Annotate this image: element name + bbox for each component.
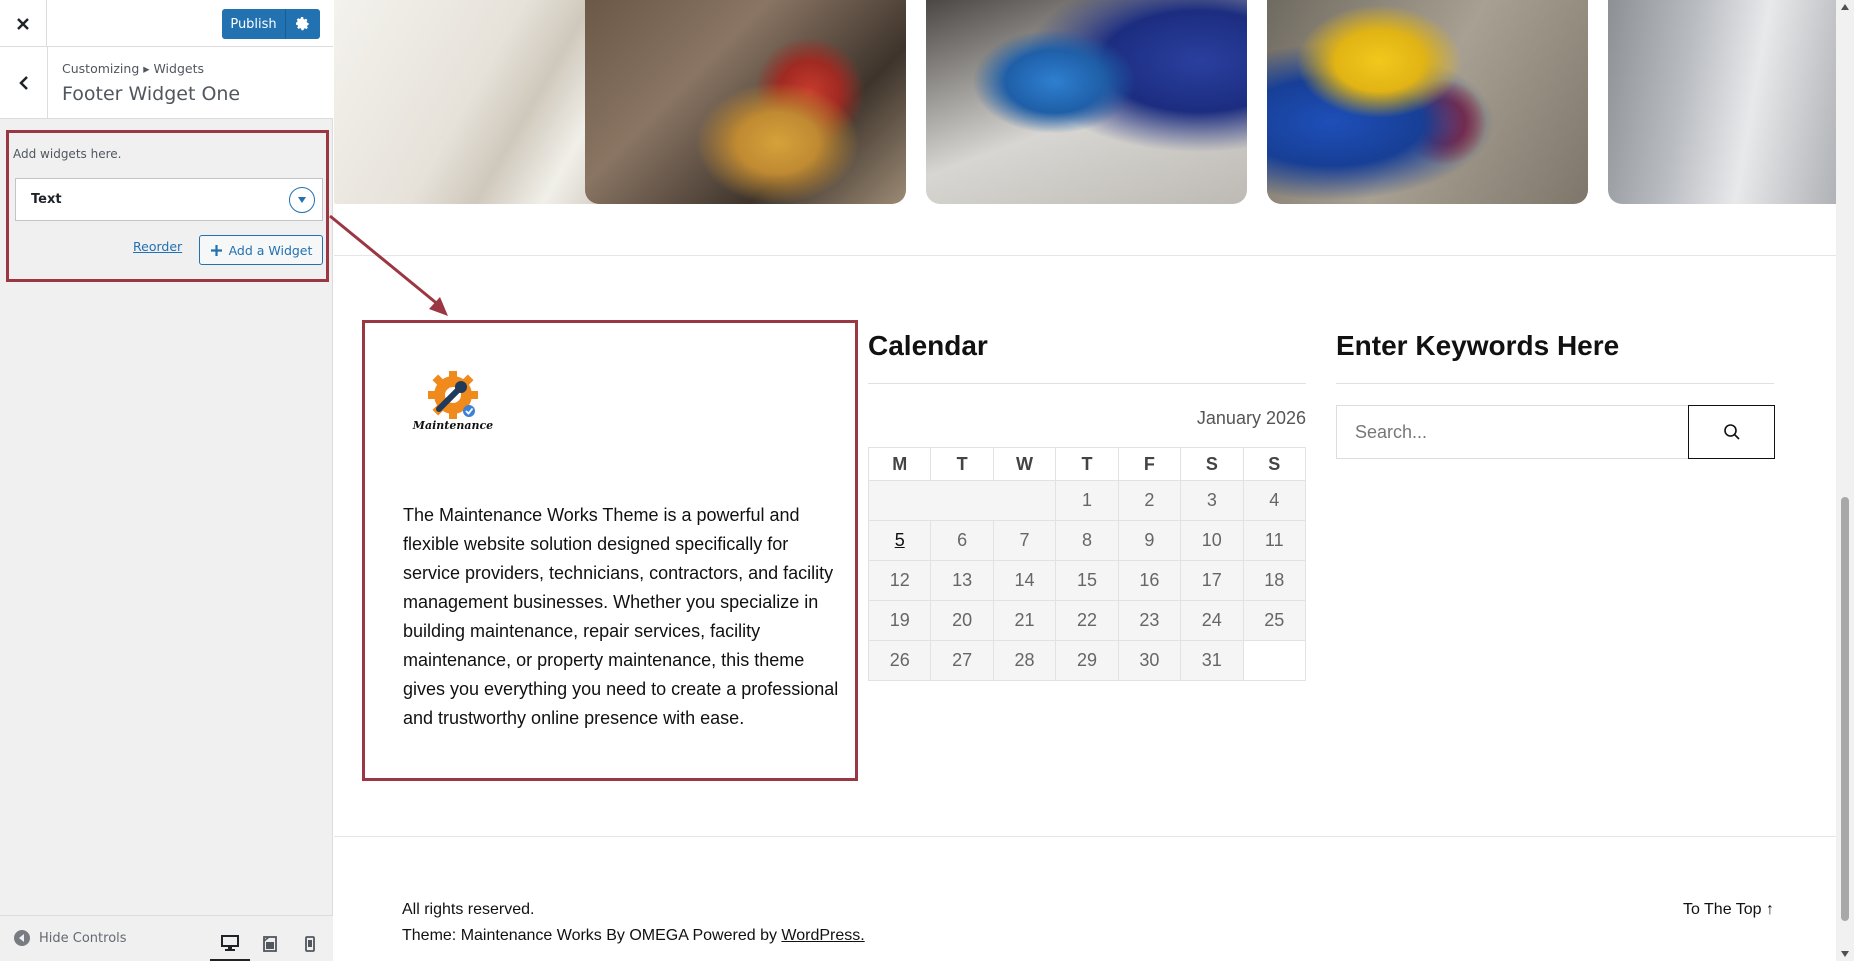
service-photo-hvac [1267, 0, 1588, 204]
hide-controls-label: Hide Controls [39, 930, 127, 946]
calendar-day: 10 [1181, 521, 1243, 561]
customizer-footer [0, 915, 333, 961]
add-widgets-hint: Add widgets here. [13, 147, 122, 161]
add-widget-label: Add a Widget [228, 242, 313, 258]
to-top-link[interactable]: To The Top ↑ [1682, 901, 1774, 918]
chevron-left-icon [18, 75, 30, 91]
calendar-day: 13 [931, 561, 993, 601]
triangle-down-icon [297, 196, 307, 204]
calendar-weekday-row [869, 448, 1306, 481]
plus-icon [210, 244, 223, 257]
about-paragraph: The Maintenance Works Theme is a powerful and flexible website solution designed specifically for service providers, technicians, contractors, and facility management businesses. Whether you specialize in building maintenance, repair services, facility maintenance, or property maintenance, this theme gives you everything you need to create a professional and trustworthy online presence with ease. [403, 505, 839, 728]
calendar-week-row [869, 561, 1306, 601]
publish-settings-button[interactable] [286, 9, 320, 39]
hide-controls-button[interactable] [14, 930, 127, 946]
calendar-day: 18 [1243, 561, 1305, 601]
calendar-day: 3 [1181, 481, 1243, 521]
mobile-icon [305, 936, 315, 952]
calendar-day: 25 [1243, 601, 1305, 641]
logo-wordmark: Maintenance [412, 419, 494, 432]
scroll-down-icon [1841, 951, 1849, 957]
calendar-title: Calendar [868, 330, 988, 361]
theme-credits [402, 927, 865, 945]
wordpress-link[interactable]: WordPress. [781, 927, 865, 944]
calendar-week-row [869, 481, 1306, 521]
device-tablet-button[interactable] [250, 926, 290, 961]
service-photo-technician [1608, 0, 1836, 204]
calendar-day: 30 [1118, 641, 1180, 681]
calendar-day-today[interactable]: 5 [869, 521, 931, 561]
calendar-day: 12 [869, 561, 931, 601]
calendar-week-row [869, 601, 1306, 641]
scrollbar-thumb[interactable] [1841, 497, 1849, 921]
scroll-up-arrow[interactable] [1836, 0, 1854, 14]
calendar-weekday: F [1118, 448, 1180, 481]
calendar-day: 6 [931, 521, 993, 561]
calendar-day: 26 [869, 641, 931, 681]
customizer-header [0, 0, 333, 47]
preview-scrollbar[interactable] [1836, 0, 1854, 961]
calendar-week-row [869, 521, 1306, 561]
section-title: Footer Widget One [62, 83, 241, 105]
calendar-day: 16 [1118, 561, 1180, 601]
publish-button[interactable]: Publish [222, 9, 286, 39]
footer-divider [334, 836, 1836, 837]
tablet-icon [263, 936, 277, 952]
calendar-pad [869, 481, 1056, 521]
back-button[interactable] [0, 47, 48, 119]
calendar-weekday: S [1181, 448, 1243, 481]
calendar-day: 21 [993, 601, 1055, 641]
calendar-day: 31 [1181, 641, 1243, 681]
site-logo [403, 371, 503, 439]
calendar-day: 28 [993, 641, 1055, 681]
calendar-day: 11 [1243, 521, 1305, 561]
calendar-day: 19 [869, 601, 931, 641]
calendar-day: 14 [993, 561, 1055, 601]
calendar-day: 8 [1056, 521, 1118, 561]
calendar-day: 22 [1056, 601, 1118, 641]
wrench-gear-logo-icon [403, 371, 503, 419]
calendar-day: 7 [993, 521, 1055, 561]
calendar-weekday: T [1056, 448, 1118, 481]
calendar-day: 29 [1056, 641, 1118, 681]
close-icon [16, 17, 30, 31]
calendar-day: 15 [1056, 561, 1118, 601]
footer-widget-text[interactable] [362, 320, 858, 781]
calendar-body [869, 481, 1306, 681]
calendar-table [868, 447, 1306, 681]
scroll-up-icon [1841, 4, 1849, 10]
calendar-weekday: T [931, 448, 993, 481]
copyright-text: All rights reserved. [402, 901, 535, 918]
calendar-week-row [869, 641, 1306, 681]
calendar-day: 17 [1181, 561, 1243, 601]
calendar-day: 27 [931, 641, 993, 681]
section-divider [334, 255, 1836, 256]
text-widget-title: Text [31, 192, 62, 207]
search-title-rule [1336, 383, 1774, 384]
calendar-day: 24 [1181, 601, 1243, 641]
calendar-day: 20 [931, 601, 993, 641]
calendar-pad [1243, 641, 1305, 681]
collapse-arrow-icon [14, 930, 30, 946]
section-header [0, 47, 333, 119]
calendar-day: 1 [1056, 481, 1118, 521]
add-widget-button[interactable] [199, 235, 323, 265]
calendar-day: 2 [1118, 481, 1180, 521]
customizer-sidebar [0, 0, 333, 961]
service-photo-sanding [585, 0, 906, 204]
device-mobile-button[interactable] [290, 926, 330, 961]
search-button[interactable] [1688, 405, 1775, 459]
scroll-down-arrow[interactable] [1836, 947, 1854, 961]
credits-text: Theme: Maintenance Works By OMEGA Powered by [402, 927, 782, 944]
calendar-day: 4 [1243, 481, 1305, 521]
text-widget-item[interactable] [15, 178, 323, 221]
site-preview [334, 0, 1836, 961]
widget-area-panel [6, 130, 329, 282]
desktop-icon [221, 935, 239, 951]
calendar-title-rule [868, 383, 1306, 384]
device-desktop-button[interactable] [210, 926, 250, 961]
publish-group [222, 9, 320, 39]
close-customizer-button[interactable] [0, 0, 47, 47]
breadcrumb: Customizing ▸ Widgets [62, 61, 205, 76]
calendar-day: 23 [1118, 601, 1180, 641]
service-photo-plumbing [926, 0, 1247, 204]
reorder-link[interactable]: Reorder [133, 239, 183, 254]
calendar-weekday: W [993, 448, 1055, 481]
search-input[interactable] [1336, 405, 1688, 459]
calendar-day: 9 [1118, 521, 1180, 561]
calendar-weekday: M [869, 448, 931, 481]
gear-icon [296, 17, 310, 31]
calendar-weekday: S [1243, 448, 1305, 481]
calendar-caption: January 2026 [1196, 408, 1306, 428]
widget-expand-toggle[interactable] [289, 187, 315, 213]
search-widget-title: Enter Keywords Here [1336, 330, 1620, 361]
search-icon [1723, 423, 1741, 441]
